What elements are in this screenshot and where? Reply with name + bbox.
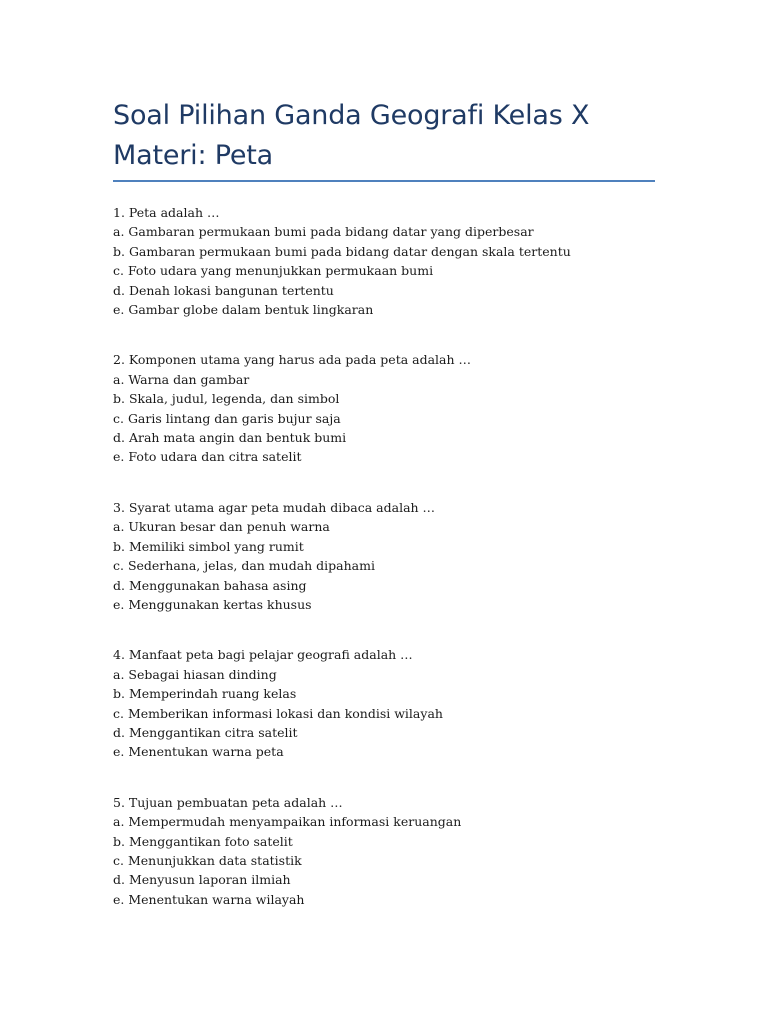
- question-stem: 2. Komponen utama yang harus ada pada peta adalah …: [113, 352, 472, 368]
- answer-option-d: d. Denah lokasi bangunan tertentu: [113, 282, 334, 298]
- answer-option-d: d. Arah mata angin dan bentuk bumi: [113, 430, 347, 446]
- answer-option-d: d. Menyusun laporan ilmiah: [113, 872, 291, 888]
- question-4: [113, 645, 673, 761]
- answer-option-e: e. Gambar globe dalam bentuk lingkaran: [113, 302, 374, 318]
- answer-option-c: c. Garis lintang dan garis bujur saja: [113, 410, 341, 426]
- title-underline-rule: [113, 180, 655, 182]
- answer-option-a: a. Gambaran permukaan bumi pada bidang datar yang diperbesar: [113, 224, 534, 240]
- answer-option-c: c. Sederhana, jelas, dan mudah dipahami: [113, 558, 375, 574]
- answer-option-e: e. Menentukan warna wilayah: [113, 891, 305, 907]
- question-stem: 3. Syarat utama agar peta mudah dibaca adalah …: [113, 499, 436, 515]
- answer-option-e: e. Menggunakan kertas khusus: [113, 596, 312, 612]
- answer-option-a: a. Ukuran besar dan penuh warna: [113, 519, 330, 535]
- answer-option-a: a. Mempermudah menyampaikan informasi keruangan: [113, 814, 462, 830]
- question-3: [113, 498, 673, 614]
- answer-option-b: b. Memiliki simbol yang rumit: [113, 538, 304, 554]
- answer-option-c: c. Memberikan informasi lokasi dan kondisi wilayah: [113, 705, 443, 721]
- answer-option-b: b. Skala, judul, legenda, dan simbol: [113, 391, 340, 407]
- answer-option-c: c. Foto udara yang menunjukkan permukaan bumi: [113, 263, 434, 279]
- answer-option-e: e. Foto udara dan citra satelit: [113, 449, 302, 465]
- answer-option-a: a. Sebagai hiasan dinding: [113, 666, 277, 682]
- question-stem: 4. Manfaat peta bagi pelajar geografi adalah …: [113, 647, 413, 663]
- question-stem: 5. Tujuan pembuatan peta adalah …: [113, 794, 343, 810]
- answer-option-b: b. Menggantikan foto satelit: [113, 833, 293, 849]
- question-1: [113, 203, 673, 319]
- question-2: [113, 350, 673, 466]
- answer-option-d: d. Menggantikan citra satelit: [113, 724, 298, 740]
- question-5: [113, 793, 673, 909]
- answer-option-d: d. Menggunakan bahasa asing: [113, 577, 307, 593]
- answer-option-b: b. Memperindah ruang kelas: [113, 686, 297, 702]
- answer-option-a: a. Warna dan gambar: [113, 371, 250, 387]
- answer-option-c: c. Menunjukkan data statistik: [113, 852, 302, 868]
- answer-option-b: b. Gambaran permukaan bumi pada bidang datar dengan skala tertentu: [113, 243, 571, 259]
- question-stem: 1. Peta adalah …: [113, 205, 220, 220]
- question-list: [113, 203, 673, 940]
- document-title: Soal Pilihan Ganda Geografi Kelas X Materi: Peta: [113, 100, 590, 171]
- answer-option-e: e. Menentukan warna peta: [113, 744, 284, 760]
